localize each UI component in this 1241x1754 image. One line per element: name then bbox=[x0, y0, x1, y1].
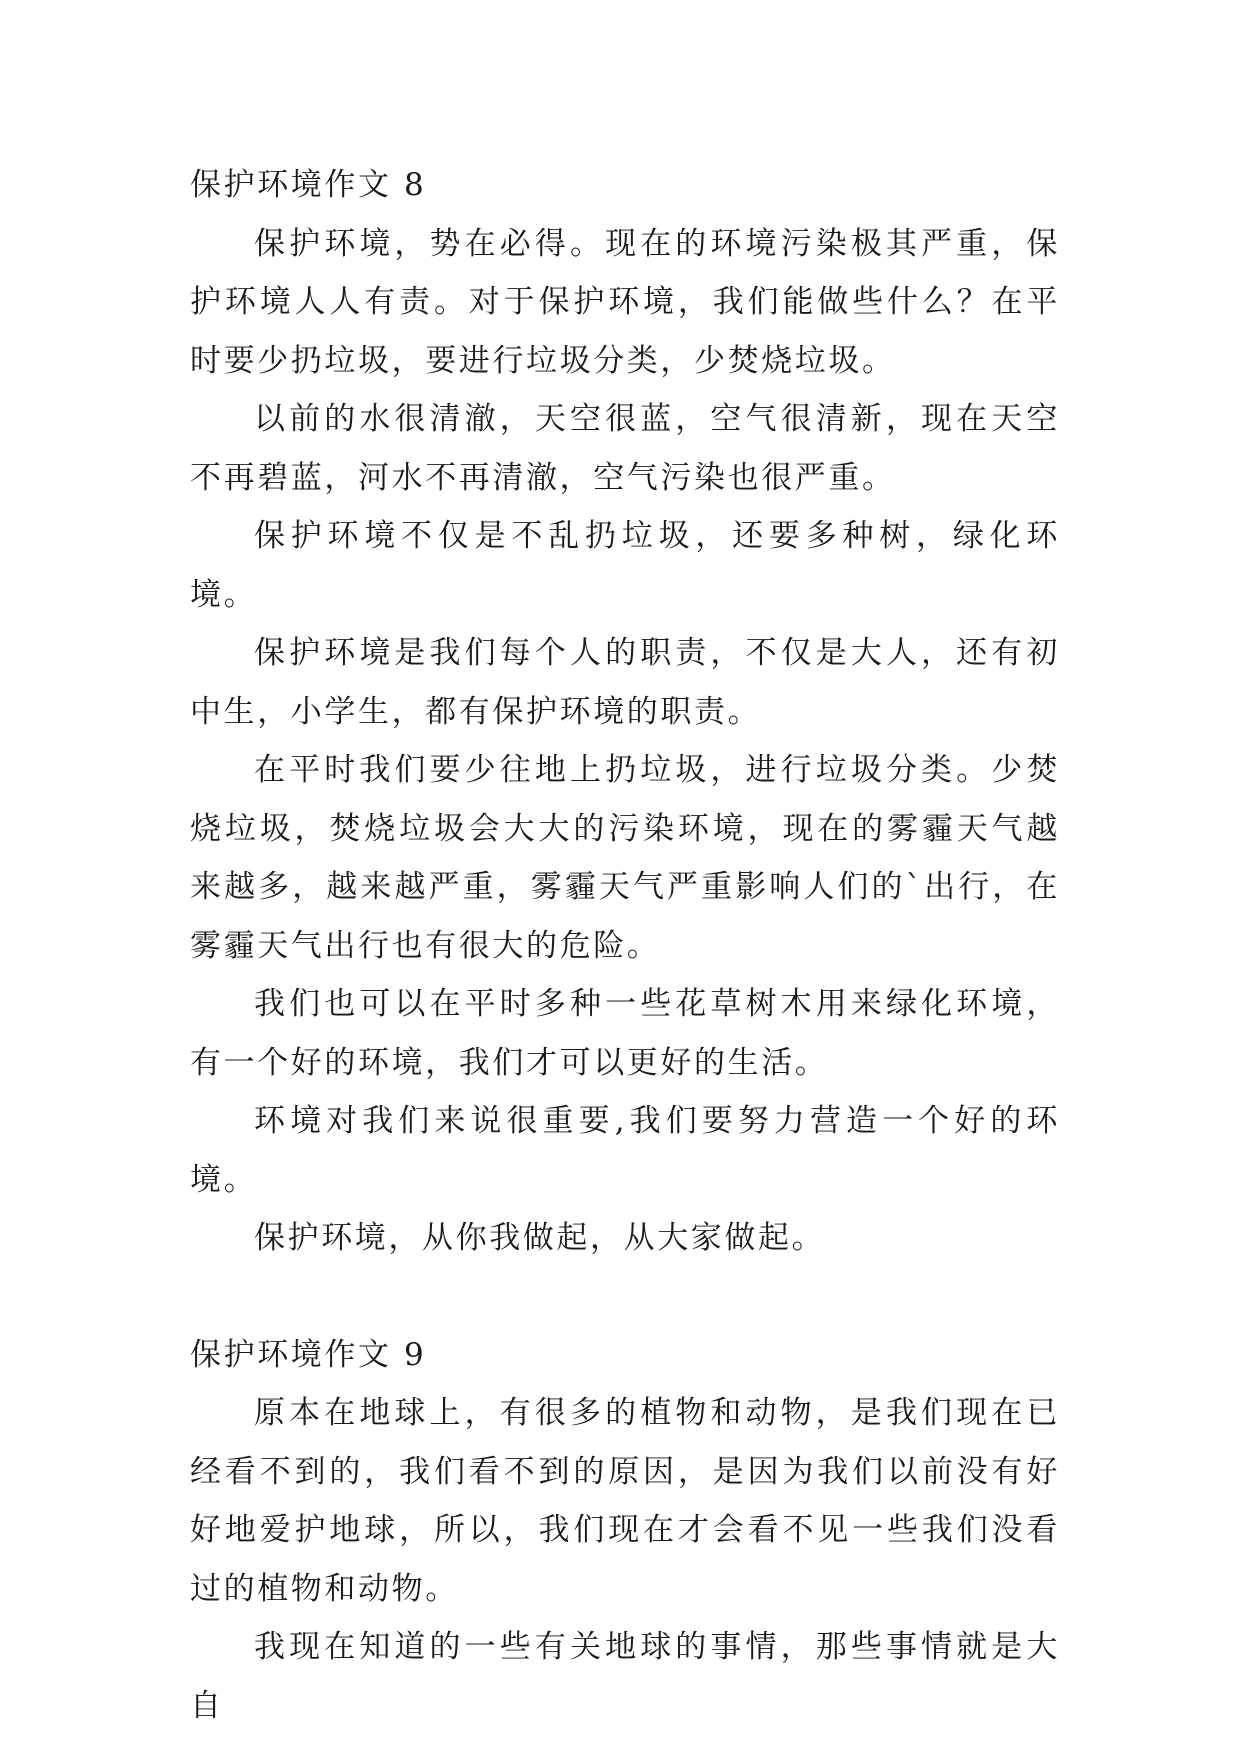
essay-title: 保护环境作文 9 bbox=[190, 1336, 427, 1373]
essay-paragraph: 环境对我们来说很重要,我们要努力营造一个好的环境。 bbox=[190, 1103, 1060, 1198]
essay-paragraph: 原本在地球上，有很多的植物和动物，是我们现在已经看不到的，我们看不到的原因，是因为我们以前没有好好地爱护地球，所以，我们现在才会看不见一些我们没看过的植物和动物。 bbox=[190, 1395, 1060, 1607]
essay-paragraph: 保护环境，势在必得。现在的环境污染极其严重，保护环境人人有责。对于保护环境，我们能做些什么？在平时要少扔垃圾，要进行垃圾分类，少焚烧垃圾。 bbox=[190, 225, 1060, 379]
essay-paragraph: 以前的水很清澈，天空很蓝，空气很清新，现在天空不再碧蓝，河水不再清澈，空气污染也很严重。 bbox=[190, 401, 1060, 496]
essay-paragraph: 在平时我们要少往地上扔垃圾，进行垃圾分类。少焚烧垃圾，焚烧垃圾会大大的污染环境，现在的雾霾天气越来越多，越来越严重，雾霾天气严重影响人们的`出行，在雾霾天气出行也有很大的危险。 bbox=[190, 752, 1060, 964]
essay-paragraph: 保护环境，从你我做起，从大家做起。 bbox=[254, 1220, 826, 1256]
essay-9 bbox=[190, 1326, 1060, 1736]
essay-title: 保护环境作文 8 bbox=[190, 167, 427, 203]
essay-paragraph: 我们也可以在平时多种一些花草树木用来绿化环境，有一个好的环境，我们才可以更好的生活。 bbox=[190, 986, 1060, 1081]
essay-paragraph: 保护环境不仅是不乱扔垃圾，还要多种树，绿化环境。 bbox=[190, 518, 1060, 613]
section-spacer bbox=[190, 1268, 1060, 1326]
essay-paragraph: 保护环境是我们每个人的职责，不仅是大人，还有初中生，小学生，都有保护环境的职责。 bbox=[190, 635, 1060, 730]
document-body bbox=[190, 156, 1060, 1735]
essay-8 bbox=[190, 156, 1060, 1268]
essay-paragraph: 我现在知道的一些有关地球的事情，那些事情就是大自 bbox=[190, 1629, 1060, 1724]
